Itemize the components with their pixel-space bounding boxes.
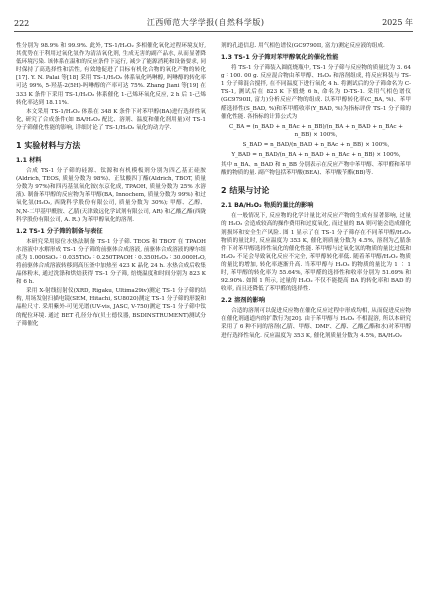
paragraph: 其中 n_BA、n_BAD 和 n_BB 分别表示在反应产物中苯甲醇、苯甲醛和苯甲酸的物质的量. 副产物包括苯甲酸(BEA)、苯甲酸苄酯(BB)等.	[221, 162, 411, 177]
paragraph: 本文采用 TS-1/H₂O₂ 体系在 348 K 条件下对苯甲醇(BA)进行选择性氧化, 研究了合成条件(如 BA/H₂O₂ 配比、溶剂、温度和催化剂用量)对 TS-1 分子筛催化性能的影响, 详细讨论了 TS-1/H₂O₂ 氧化的动力学.	[16, 108, 206, 131]
left-column	[16, 42, 206, 329]
subsection-heading: 2.2 溶剂的影响	[221, 297, 266, 305]
paragraph: 剂的孔道信息. 用气相色谱仪(GC9790II, 富力)测定反应液的组成.	[221, 43, 385, 49]
section-heading: 1 实验材料与方法	[16, 141, 81, 151]
subsection-heading: 1.2 TS-1 分子筛的制备与表征	[16, 227, 103, 235]
running-header	[14, 12, 413, 32]
page-number: 222	[14, 19, 30, 28]
paragraph: 合适的溶剂可以促进反应物在催化反应过程中形成均相, 从而促进反应物在催化剂通道内的扩散行为[20]. 由于苯甲醇与 H₂O₂ 不相混溶, 所以本研究采用了 6 种不同的溶剂(乙腈、甲醇、DMF、乙醇、乙酸乙酯和水)对苯甲醇进行选择性氧化. 反应温度为 353 K, 催化剂质量分数为 4.5%, BA/H₂O₂	[221, 308, 411, 339]
equation-yield: Y_BAD = n_BAD/(n_BA + n_BAD + n_BAc + n_BB) × 100%,	[231, 152, 401, 159]
paragraph: 合成 TS-1 分子筛的硅源、钛源和有机模板剂分别为四乙基正硅胺(Aldrich, TEOS, 质量分数为 98%)、正钛酸四丁酯(Aldrich, TBOT, 质量分数为 97%)和四丙基氢氧化铵(东京化成, TPAOH, 质量分数为 25% 水溶液). 制备苯甲醇的反应物为苯甲醇(BA, Innochem, 质量分数为 99%) 和过氧化氢(H₂O₂, 西陇科学股份有限公司, 质量分数为 30%); 甲醇、乙醇、N,N-二甲基甲酰胺、乙腈(天津致远化学试剂有限公司, AR) 和乙酸乙酯(西陇科学股份有限公司, A. R.) 为苯甲醇氧化的溶剂.	[16, 168, 206, 223]
right-column	[221, 42, 411, 341]
equation-conversion: C_BA = (n_BAD + n_BAc + n_BB)/(n_BA + n_BAD + n_BAc + n_BB) × 100%,	[229, 123, 403, 138]
section-heading: 2 结果与讨论	[221, 186, 270, 196]
equation-selectivity: S_BAD = n_BAD/(n_BAD + n_BAc + n_BB) × 100%,	[242, 141, 390, 148]
header-year: 2025 年	[382, 18, 413, 27]
journal-title: 江西师范大学学报(自然科学版)	[146, 18, 265, 27]
subsection-heading: 1.1 材料	[16, 157, 42, 165]
paragraph: 采用 X-射线衍射仪(XRD, Rigaku, Ultima29iv)测定 TS-1 分子筛的结构, 用场发射扫描电镜(SEM, Hitachi, SU8020)测定 TS-1 分子筛的形貌和晶粒尺寸. 采用紫外-可见光谱(UV-vis, JASC, V-750)测定 TS-1 分子筛中钛的配位环境. 通过 BET 孔径分布(贝士德仪器, BSDINSTRUMENT)测试分子筛催化	[16, 288, 206, 327]
paragraph: 性分别为 98.9% 和 99.9%. 此外, TS-1/H₂O₂ 多相催化氧化过程环境友好, 其优势在于利用过氧化氢作为清洁氧化剂, 生成无害的副产品水, 从而显著降低环境污染. 该体系在温和的反应条件下运行, 减少了能源消耗和设备要求, 同时保持了高选择性和活性, 有效地促进了目标有机化合物的氧化产物的转化[17]. Y. N. Palai 等[18] 采用 TS-1/H₂O₂ 体系氧化吗啉醇, 吗啉醇的转化率可达 99%, 5-羟基-2(5H)-吗啉醇的产率可达 75%. Zhang Jiani 等[19] 在 333 K 条件下采用 TS-1/H₂O₂ 体系催化 1-己烯环氧化反应, 2 h 后 1-己烯转化率达到 18.11%.	[16, 43, 206, 106]
subsection-heading: 1.3 TS-1 分子筛对苯甲醇氧化的催化性能	[221, 54, 339, 62]
paragraph: 本研究采用原位水热法制备 TS-1 分子筛. TEOS 和 TBOT 在 TPAOH 水溶液中水解形成 TS-1 分子筛的前驱体合成溶液, 前驱体合成溶液的摩尔组成为 1.000SiO₂ ∶ 0.035TiO₂ ∶ 0.250TPAOH ∶ 0.350H₂O₂ ∶ 30.000H₂O, 将前驱体合成溶液转移到高压釜中加热至 423 K 晶化 24 h. 水热合成后收集晶体粉末, 通过洗涤和烘焙获得 TS-1 分子筛, 焙烧温度和时间分别为 823 K 和 6 h.	[16, 238, 206, 286]
paragraph: 在一般情况下, 反应物的化学计量比对反应产物的生成有显著影响, 过量的 H₂O₂ 会造成较高的操作费用和过度氧化, 而过量的 BA 则可能会造成催化剂损坏和安全生产风险. 图 1 显示了在 TS-1 分子筛存在不同苯甲醇/H₂O₂ 物质的量比时, 反应温度为 353 K, 催化剂质量分数为 4.5%, 溶剂为乙腈条件下对苯甲醇选择性氧化的催化性能. 苯甲醇与过氧化氢的物质的量比过低和 H₂O₂ 不足会导致氧化反应不完全, 苯甲醇转化率低. 随着苯甲醇/H₂O₂ 物质的量比的增加, 转化率逐渐升高. 当苯甲醇与 H₂O₂ 的物质的量比为 1 ∶ 1 时, 苯甲醇的转化率为 55.64%, 苯甲醛的选择性和收率分别为 51.69% 和 92.90%. 如图 1 所示, 过量的 H₂O₂ 不仅不能提高 BA 的转化率和 BAD 的收率, 而且还降低了苯甲醛的选择性.	[221, 213, 411, 293]
paragraph: 将 TS-1 分子筛装入圆底烧瓶中, TS-1 分子筛与反应物的质量比为 3. 64 g ∶ 100. 00 g. 反应混合物由苯甲醇、H₂O₂ 和溶剂组成, 将反应料装与 TS-1 分子筛混合搅拌, 在不同温度下进行氧化 4 h. 将测试后的分子筛命名为 C-TS-1, 测试后在 823 K 下煅烧 6 h, 命名为 D-TS-1. 采用气相色谱仪(GC9790II, 富力)分析反应产物的组成. 以苯甲醇转化率(C_BA, %)、苯甲醛选择性(S_BAD, %)和苯甲醛收率(Y_BAD, %)为指标评价 TS-1 分子筛的催化性能. 各指标的计算公式为	[221, 65, 411, 120]
subsection-heading: 2.1 BA/H₂O₂ 物质的量比的影响	[221, 202, 314, 210]
